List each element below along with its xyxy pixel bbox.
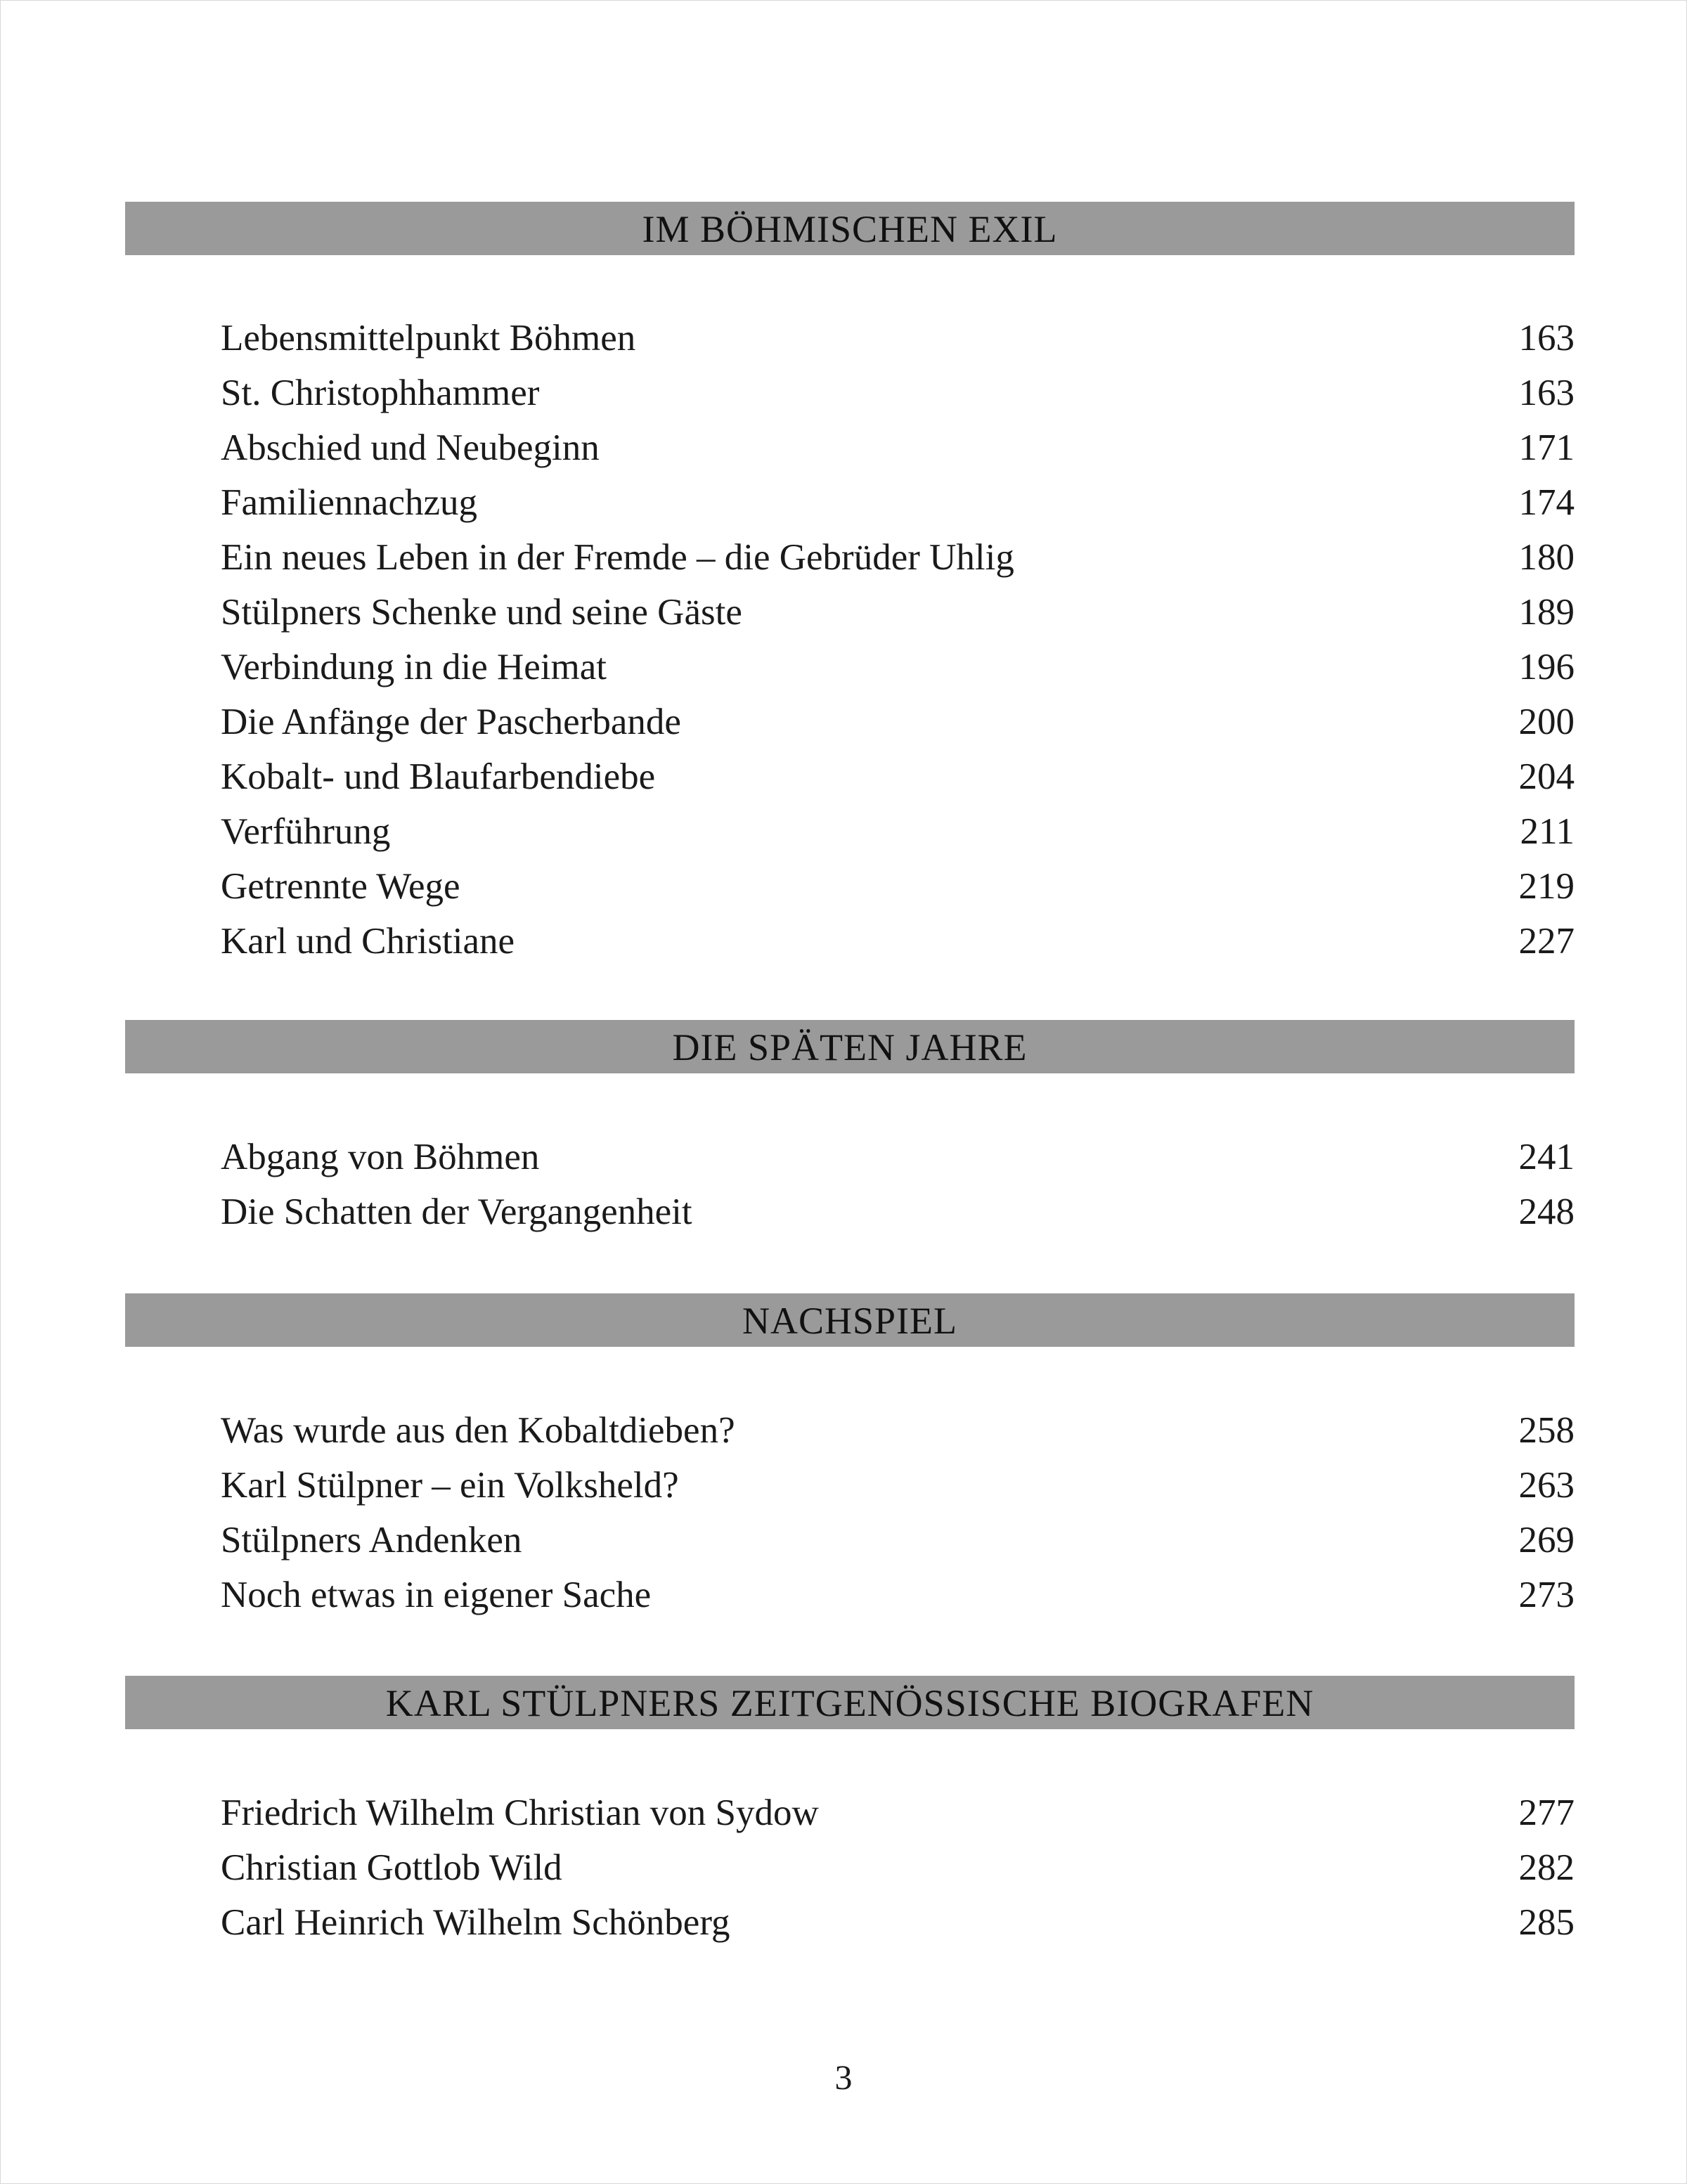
toc-entry[interactable] [221,694,1575,749]
toc-entry-title: Friedrich Wilhelm Christian von Sydow [221,1792,819,1833]
toc-entry-list [125,1785,1575,1950]
toc-entry[interactable] [221,311,1575,366]
toc-entry-page: 189 [1518,592,1575,633]
toc-entry-page: 277 [1518,1792,1575,1833]
toc-entry-title: Getrennte Wege [221,866,460,907]
toc-entry[interactable] [221,366,1575,420]
toc-entry[interactable] [221,749,1575,804]
toc-entry-page: 282 [1518,1847,1575,1888]
toc-entry-title: Abgang von Böhmen [221,1137,540,1177]
toc-entry-title: Stülpners Schenke und seine Gäste [221,592,742,633]
toc-entry-title: Abschied und Neubeginn [221,427,600,468]
toc-entry-page: 227 [1518,921,1575,962]
toc-entry[interactable] [221,585,1575,640]
page-number: 3 [834,2057,853,2097]
toc-entry-title: Karl und Christiane [221,921,515,962]
toc-entry[interactable] [221,530,1575,585]
toc-entry[interactable] [221,1785,1575,1840]
toc-entry-page: 258 [1518,1410,1575,1451]
toc-entry[interactable] [221,1458,1575,1513]
toc-entry[interactable] [221,1568,1575,1622]
toc-entry-title: Verbindung in die Heimat [221,647,607,687]
toc-entry-list [125,1403,1575,1622]
toc-section-spaete-jahre [125,1020,1575,1239]
toc-entry-title: Was wurde aus den Kobaltdieben? [221,1410,735,1451]
toc-entry-page: 248 [1518,1191,1575,1232]
section-heading: IM BÖHMISCHEN EXIL [125,202,1575,255]
toc-entry-title: Lebensmittelpunkt Böhmen [221,318,636,358]
toc-entry-title: Die Schatten der Vergangenheit [221,1191,692,1232]
toc-entry[interactable] [221,914,1575,969]
toc-entry-title: Familiennachzug [221,482,477,523]
toc-entry-page: 163 [1518,373,1575,413]
toc-entry[interactable] [221,475,1575,530]
section-heading: DIE SPÄTEN JAHRE [125,1020,1575,1073]
toc-entry-page: 180 [1518,537,1575,578]
toc-entry-page: 273 [1518,1575,1575,1615]
toc-entry-title: Christian Gottlob Wild [221,1847,562,1888]
toc-entry-page: 204 [1518,756,1575,797]
toc-entry-title: Carl Heinrich Wilhelm Schönberg [221,1902,730,1943]
toc-entry-page: 269 [1518,1520,1575,1561]
toc-entry-page: 285 [1518,1902,1575,1943]
toc-entry[interactable] [221,420,1575,475]
section-heading: KARL STÜLPNERS ZEITGENÖSSISCHE BIOGRAFEN [125,1676,1575,1729]
toc-entry-title: Verführung [221,811,391,852]
toc-entry-title: Stülpners Andenken [221,1520,522,1561]
toc-entry-title: Die Anfänge der Pascherbande [221,702,681,742]
toc-entry[interactable] [221,640,1575,694]
toc-entry-title: Karl Stülpner – ein Volksheld? [221,1465,679,1506]
toc-entry-page: 263 [1518,1465,1575,1506]
toc-entry-page: 211 [1520,811,1575,852]
toc-entry-page: 241 [1518,1137,1575,1177]
toc-entry[interactable] [221,1513,1575,1568]
toc-entry-page: 171 [1518,427,1575,468]
toc-entry-list [125,311,1575,969]
toc-entry-title: Kobalt- und Blaufarbendiebe [221,756,656,797]
toc-entry-title: Noch etwas in eigener Sache [221,1575,652,1615]
toc-entry[interactable] [221,1403,1575,1458]
toc-entry-page: 196 [1518,647,1575,687]
toc-entry-page: 219 [1518,866,1575,907]
toc-entry[interactable] [221,804,1575,859]
toc-entry-page: 163 [1518,318,1575,358]
section-heading: NACHSPIEL [125,1293,1575,1347]
toc-entry-list [125,1130,1575,1239]
toc-entry-page: 174 [1518,482,1575,523]
toc-entry[interactable] [221,1840,1575,1895]
toc-entry-title: Ein neues Leben in der Fremde – die Gebrüder Uhlig [221,537,1014,578]
toc-section-nachspiel [125,1293,1575,1622]
toc-entry-title: St. Christophhammer [221,373,540,413]
toc-section-biografen [125,1676,1575,1950]
toc-entry-page: 200 [1518,702,1575,742]
toc-entry[interactable] [221,1130,1575,1184]
toc-entry[interactable] [221,859,1575,914]
toc-entry[interactable] [221,1895,1575,1950]
toc-section-boehmisches-exil [125,202,1575,969]
toc-entry[interactable] [221,1184,1575,1239]
